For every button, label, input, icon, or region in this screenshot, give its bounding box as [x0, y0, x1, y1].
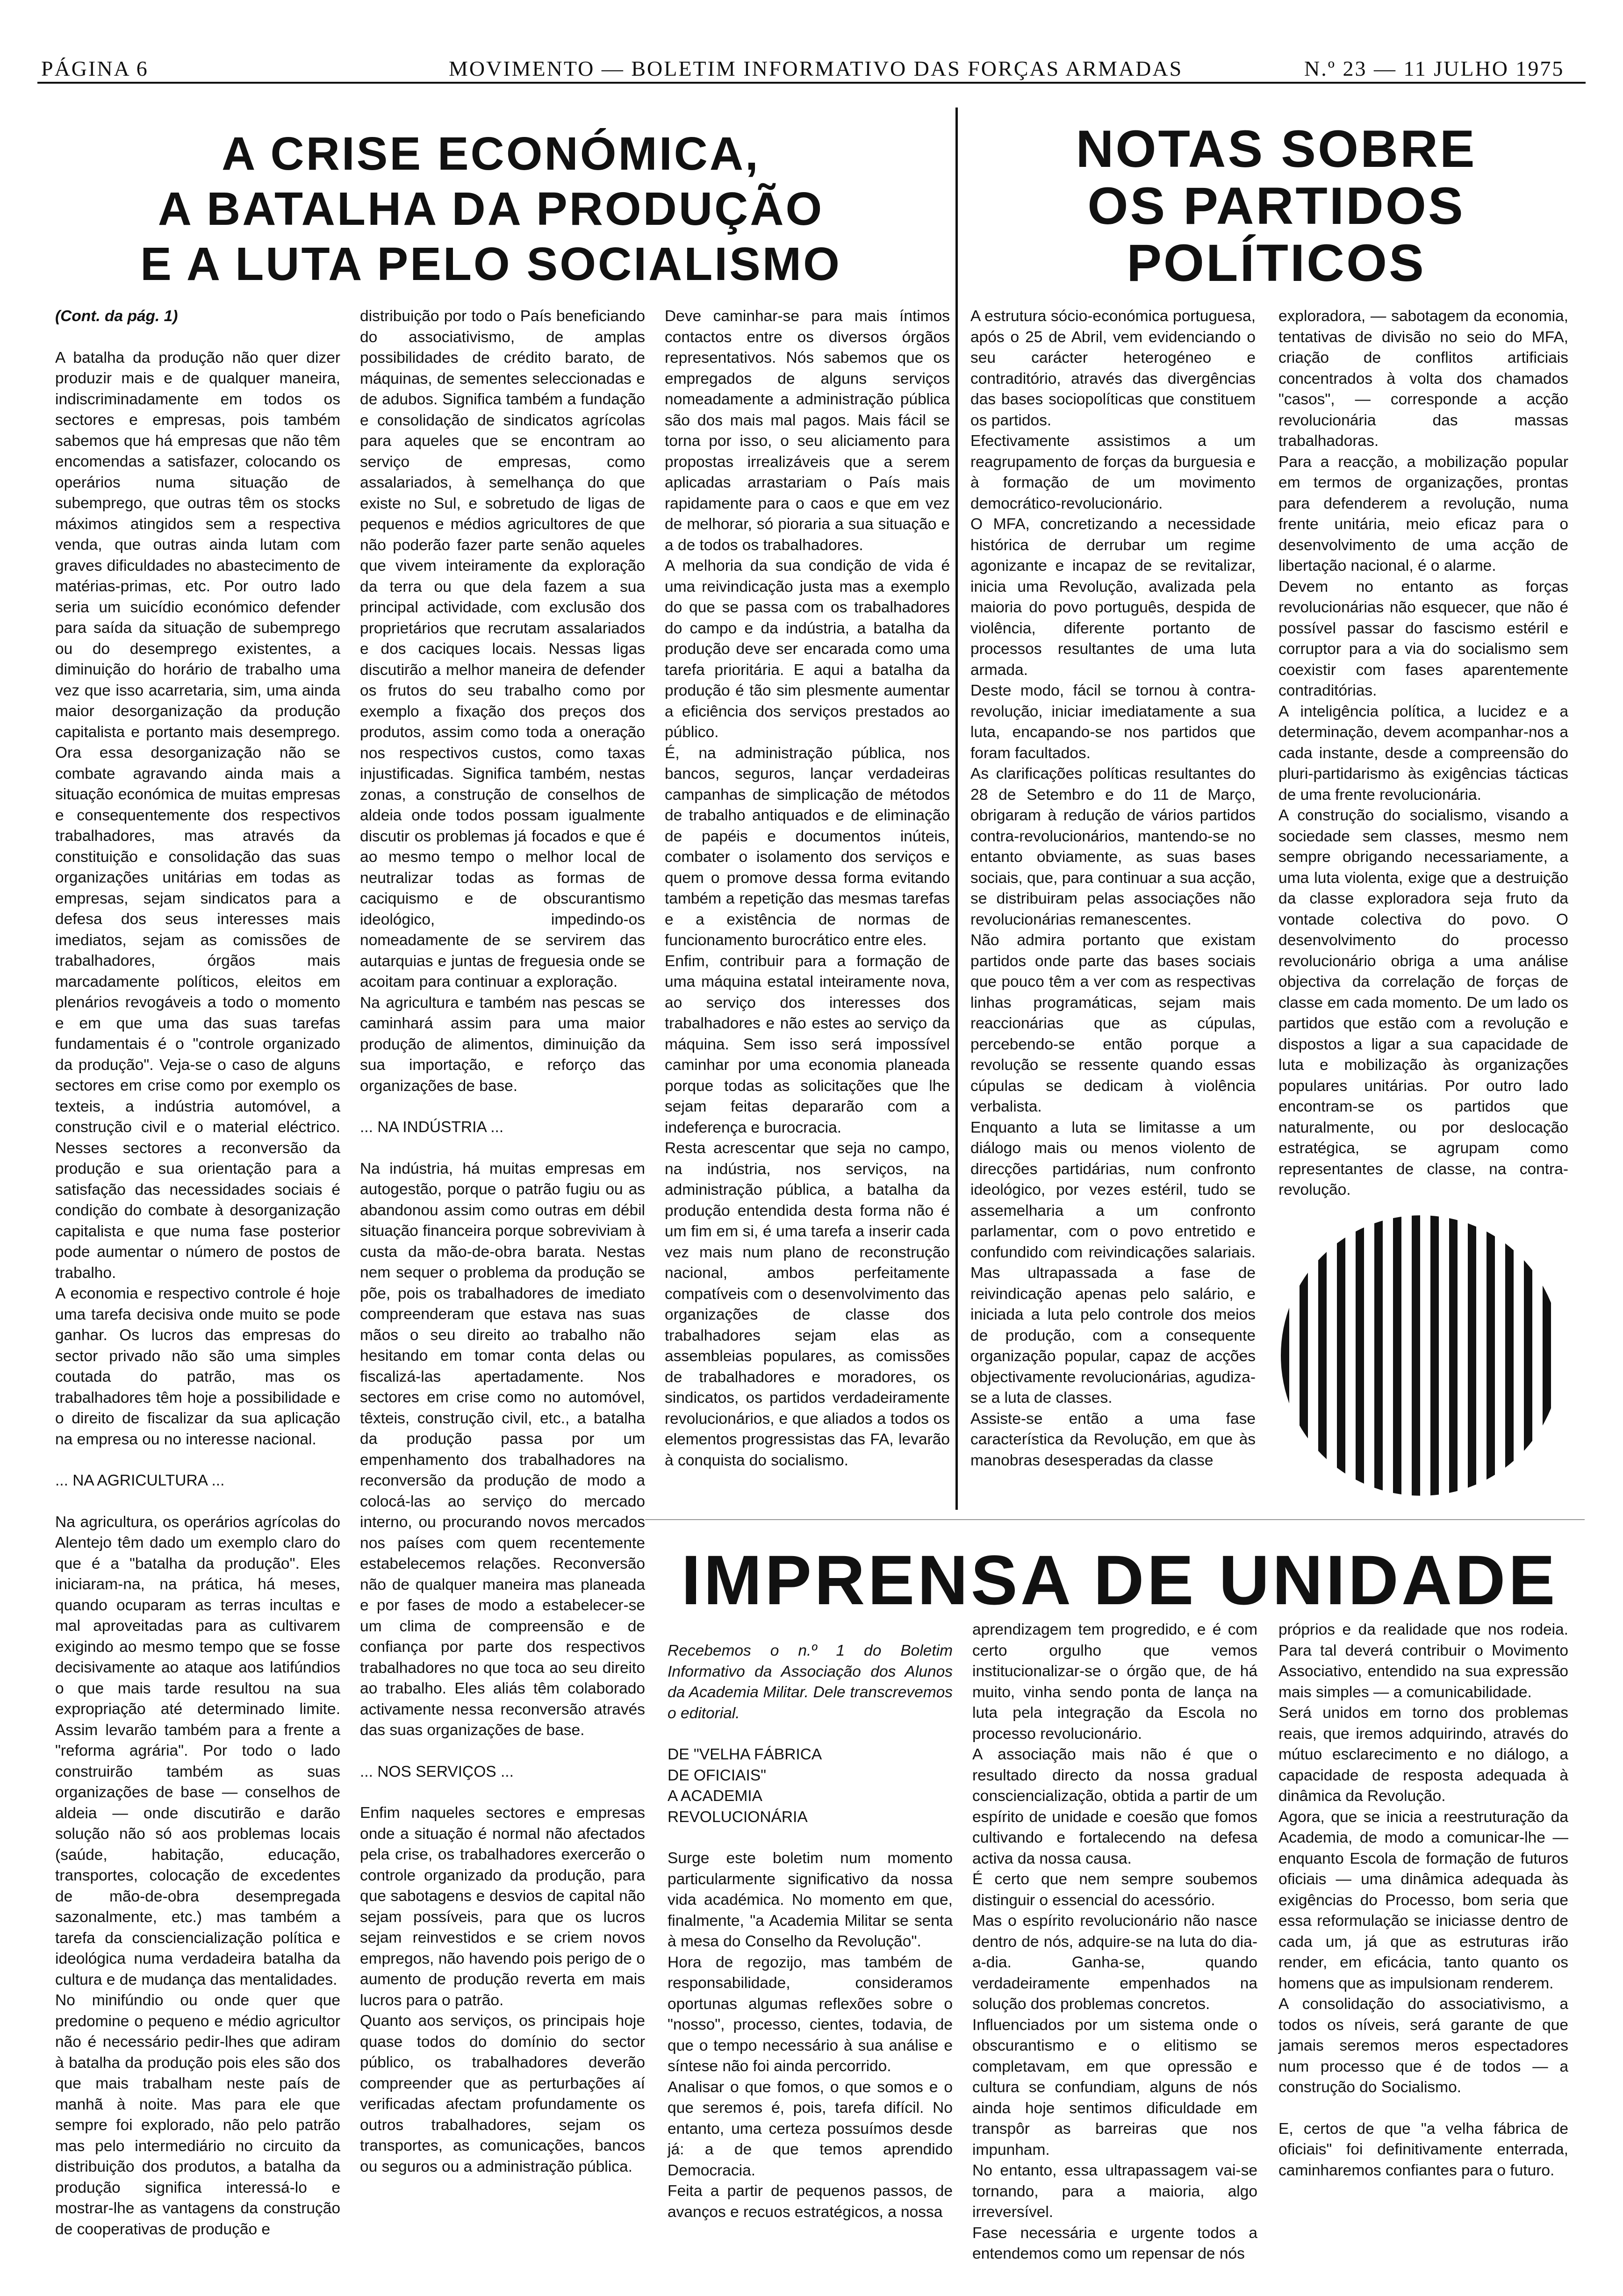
paragraph: A melhoria da sua condição de vida é uma reivindicação justa mas a exemplo do que se passa com os trabalhadores do campo e da indústria, a batalha da produção deve ser encarada como uma tarefa prioritária. E aqui a batalha da produção é tão sim plesmente aumentar a eficiência dos serviços prestados ao público.: [665, 557, 950, 741]
paragraph: A estrutura sócio-económica portuguesa, após o 25 de Abril, vem evidenciando o seu carácter heterogéneo e contraditório, através das divergências das bases sociopolíticas que constituem os partidos.: [970, 308, 1256, 429]
paragraph: Na agricultura e também nas pescas se caminhará assim para uma maior produção de alimentos, diminuição da sua importação, e reforço das organizações de base.: [360, 994, 645, 1095]
subhead-line: DE "VELHA FÁBRICA: [668, 1746, 822, 1763]
paragraph: O MFA, concretizando a necessidade histórica de derrubar um regime agonizante e incapaz de se revitalizar, inicia uma Revolução, avalizada pela maioria do povo português, despida de violência, diferente portanto de processos resultantes de uma luta armada.: [970, 516, 1256, 679]
article3-headline: IMPRENSA DE UNIDADE: [681, 1541, 1558, 1619]
paragraph: Efectivamente assistimos a um reagrupamento de forças da burguesia e à formação de um movimento democrático-revolucionário.: [970, 432, 1256, 512]
article2-headline-line: OS PARTIDOS: [1087, 177, 1465, 235]
subhead-line: A ACADEMIA: [668, 1787, 762, 1805]
paragraph: Para a reacção, a mobilização popular em termos de organizações, prontas para defenderem a revolução, numa frente unitária, meio eficaz para o desenvolvimento de uma acção de libertação nacional, é o alarme.: [1278, 453, 1568, 574]
paragraph: A construção do socialismo, visando a sociedade sem classes, mesmo nem sempre obrigando necessariamente, a uma luta violenta, exige que a destruição da classe exploradora seja fruto da vontade colectiva do povo. O desenvolvimento do processo revolucionário obriga a uma análise objectiva da correlação de forças de classe em cada momento. De um lado os partidos que estão com a revolução e dispostos a ligar a sua capacidade de luta e mobilização às organizações populares unitárias. Por outro lado encontram-se os partidos que naturalmente, ou por deslocação estratégica, se agrupam como representantes de classe, na contra-revolução.: [1278, 807, 1568, 1198]
section-subhead: ... NA INDÚSTRIA ...: [360, 1119, 504, 1136]
paragraph: Na agricultura, os operários agrícolas do Alentejo têm dado um exemplo claro do que é a "batalha da produção". Eles iniciaram-na, na prática, há meses, quando ocuparam as terras incultas e mal aproveitadas para as cultivarem exigindo ao mesmo tempo que se fosse decisivamente ao ataque aos latifúndios o que mais tarde resultou na sua expropriação até determinado limite. Assim levarão também para a frente a "reforma agrária". Por todo o lado construirão também as suas organizações de base — conselhos de aldeia — onde discutirão e darão solução não só aos problemas locais (saúde, habitação, educação, transportes, colocação de excedentes de mão-de-obra desempregada sazonalmente, etc.) mas também a tarefa da consciencialização política e ideológica numa verdadeira batalha da cultura e de mudança das mentalidades.: [55, 1513, 340, 1988]
paragraph: Hora de regozijo, mas também de responsabilidade, consideramos oportunas algumas reflexões sobre o "nosso", processo, cientes, todavia, de que o tempo necessário à sua análise e síntese não foi ainda percorrido.: [668, 1953, 953, 2075]
article2-headline-line: POLÍTICOS: [1127, 234, 1426, 292]
paragraph: Assiste-se então a uma fase característica da Revolução, em que às manobras desesperadas da classe: [970, 1410, 1256, 1469]
article2-column-2: [1278, 306, 1568, 1201]
paragraph: Não admira portanto que existam partidos onde parte das bases sociais que pouco têm a ver com as respectivas linhas programáticas, sejam mais reaccionárias que as cúpulas, percebendo-se então porque a revolução se ressente quando essas cúpulas se dedicam à violência verbalista.: [970, 932, 1256, 1115]
paragraph: Enfim, contribuir para a formação de uma máquina estatal inteiramente nova, ao serviço dos interesses dos trabalhadores e não estes ao serviço da máquina. Sem isso será impossível caminhar por uma economia planeada porque todas as solicitações que lhe sejam feitas depararão com a indeferença e burocracia.: [665, 952, 950, 1136]
article1-headline: [47, 126, 935, 292]
paragraph: Mas o espírito revolucionário não nasce dentro de nós, adquire-se na luta do dia-a-dia. Ganha-se, quando verdadeiramente empenhados na solução dos problemas concretos.: [972, 1912, 1257, 2013]
article1-column-2: [360, 306, 645, 2177]
paragraph: Influenciados por um sistema onde o obscurantismo e o elitismo se completavam, em que opressão e cultura se confundiam, alguns de nós ainda hoje sentimos dificuldade em transpôr as barreiras que nos impunham.: [972, 2016, 1257, 2159]
paragraph: Será unidos em torno dos problemas reais, que iremos adquirindo, através do mútuo esclarecimento e no diálogo, a capacidade de resposta adequada à dinâmica da Revolução.: [1278, 1704, 1568, 1805]
paragraph: Feita a partir de pequenos passos, de avanços e recuos estratégicos, a nossa: [668, 2182, 953, 2221]
article2-headline: [972, 121, 1580, 292]
paragraph: A economia e respectivo controle é hoje uma tarefa decisiva onde muito se pode ganhar. Os lucros das empresas do sector privado não são uma simples coutada do patrão, mas os trabalhadores têm hoje a possibilidade e o direito de fiscalizar da sua aplicação na empresa ou no interesse nacional.: [55, 1285, 340, 1448]
intro-note: Recebemos o n.º 1 do Boletim Informativo da Associação dos Alunos da Academia Militar. Dele transcrevemos o editorial.: [668, 1642, 953, 1722]
striped-circle-illustration: [1281, 1215, 1561, 1496]
article3-subhead: [668, 1744, 953, 1828]
paragraph: Enquanto a luta se limitasse a um diálogo mais ou menos violento de direcções partidárias, num confronto ideológico, por vezes estéril, tudo se assemelharia a um confronto parlamentar, com o povo entretido e confundido com reivindicações salariais. Mas ultrapassada a fase de reivindicação apenas pelo salário, e iniciada a luta pelo controle dos meios de produção, com a consequente organização popular, capaz de acções objectivamente revolucionárias, agudiza-se a luta de classes.: [970, 1119, 1256, 1406]
paragraph: No entanto, essa ultrapassagem vai-se tornando, para a maioria, algo irreversível.: [972, 2162, 1257, 2221]
paragraph: As clarificações políticas resultantes do 28 de Setembro e do 11 de Março, obrigaram à redução de vários partidos contra-revolucionários, mantendo-se no entanto obviamente, as suas bases sociais, que, para continuar a sua acção, se distribuiram pelas associações não revolucionárias remanescentes.: [970, 765, 1256, 928]
column-divider: [955, 108, 958, 1510]
paragraph: exploradora, — sabotagem da economia, tentativas de divisão no seio do MFA, criação de conflitos artificiais concentrados à volta dos chamados "casos", — corresponde a acção revolucionária das massas trabalhadoras.: [1278, 308, 1568, 450]
header-rule: [37, 82, 1586, 84]
paragraph: Enfim naqueles sectores e empresas onde a situação é normal não afectados pela crise, os trabalhadores exercerão o controle organizado da produção, para que sabotagens e desvios de capital não sejam possíveis, para que os lucros sejam reinvestidos e se criem novos empregos, não havendo pois perigo de o aumento de produção reverta em mais lucros para o patrão.: [360, 1804, 645, 2009]
issue-date: N.º 23 — 11 JULHO 1975: [1304, 57, 1565, 80]
article2-headline-line: NOTAS SOBRE: [1076, 120, 1477, 178]
article1-headline-line: A CRISE ECONÓMICA,: [222, 128, 760, 180]
paragraph: aprendizagem tem progredido, e é com certo orgulho que vemos institucionalizar-se o órgão que, de há muito, vinha sendo ponta de lança na luta pela integração da Escola no processo revolucionário.: [972, 1621, 1257, 1743]
continuation-note: (Cont. da pág. 1): [55, 308, 178, 325]
paragraph: É certo que nem sempre soubemos distinguir o essencial do acessório.: [972, 1871, 1257, 1909]
paragraph: Resta acrescentar que seja no campo, na indústria, nos serviços, na administração pública, a batalha da produção entendida desta forma não é um fim em si, é uma tarefa a inserir cada vez mais num plano de reconstrução nacional, ambos perfeitamente compatíveis com o desenvolvimento das organizações de classe dos trabalhadores sejam elas as assembleias populares, as comissões de trabalhadores e moradores, os sindicatos, os partidos verdadeiramente revolucionários, e que aliados a todos os elementos progressistas das FA, levarão à conquista do socialismo.: [665, 1140, 950, 1469]
paragraph: Na indústria, há muitas empresas em autogestão, porque o patrão fugiu ou as abandonou assim como outras em débil situação financeira porque sobreviviam à custa da mão-de-obra barata. Nestas nem sequer o problema da produção se põe, pois os trabalhadores de imediato compreenderam que estava nas suas mãos o seu direito ao trabalho não hesitando em tomar conta delas ou fiscalizá-las apertadamente. Nos sectores em crise como no automóvel, têxteis, construção civil, etc., a batalha da produção passa por um empenhamento dos trabalhadores na reconversão da produção de modo a colocá-las ao serviço do mercado interno, ou procurando novos mercados nos países com quem recentemente estabelecemos relações. Reconversão não de qualquer maneira mas planeada e por fases de modo a estabelecer-se um clima de compreensão e de confiança por parte dos respectivos trabalhadores no que toca ao seu direito ao trabalho. Eles aliás têm colaborado activamente nessa reconversão através das suas organizações de base.: [360, 1160, 645, 1739]
paragraph: É, na administração pública, nos bancos, seguros, lançar verdadeiras campanhas de simplicação de métodos de trabalho antiquados e de eliminação de papéis e documentos inúteis, combater o isolamento dos serviços e quem o promove dessa forma evitando também a repetição das mesmas tarefas e a existência de normas de funcionamento burocrático entre eles.: [665, 744, 950, 949]
article1-headline-line: E A LUTA PELO SOCIALISMO: [140, 238, 841, 290]
article3-column-1: [668, 1641, 953, 2223]
paragraph: A consolidação do associativismo, a todos os níveis, será garante de que jamais seremos meros espectadores num processo que é de todos — a construção do Socialismo.: [1278, 1995, 1568, 2096]
publication-title: MOVIMENTO — BOLETIM INFORMATIVO DAS FORÇAS ARMADAS: [449, 57, 1183, 80]
subhead-line: DE OFICIAIS": [668, 1766, 767, 1784]
paragraph: Agora, que se inicia a reestruturação da Academia, de modo a comunicar-lhe — enquanto Escola de formação de futuros oficiais — uma dinâmica adequada às exigências do Processo, bom seria que essa reformulação se iniciasse dentro de cada um, já que as estruturas irão render, em eficácia, tanto quanto os homens que as impulsionam renderem.: [1278, 1808, 1568, 1992]
section-subhead: ... NA AGRICULTURA ...: [55, 1472, 225, 1489]
paragraph: próprios e da realidade que nos rodeia. Para tal deverá contribuir o Movimento Associativo, entendido na sua expressão mais simples — a comunicabilidade.: [1278, 1621, 1568, 1701]
paragraph: Deste modo, fácil se tornou à contra-revolução, iniciar imediatamente a sua luta, encapando-se nos partidos que foram facultados.: [970, 682, 1256, 762]
paragraph: A associação mais não é que o resultado directo da nossa gradual consciencialização, obtida a partir de um espírito de unidade e coesão que fomos cultivando e fortalecendo na defesa activa da nossa causa.: [972, 1746, 1257, 1867]
paragraph: Devem no entanto as forças revolucionárias não esquecer, que não é possível passar do fascismo estéril e corruptor para a via do socialismo sem coexistir com fases aparentemente contraditórias.: [1278, 578, 1568, 699]
paragraph: distribuição por todo o País beneficiando do associativismo, de amplas possibilidades de crédito barato, de máquinas, de sementes seleccionadas e de adubos. Significa também a fundação e consolidação de sindicatos agrícolas para aqueles que se encontram ao serviço de empresas, como assalariados, à semelhança do que existe no Sul, e sobretudo de ligas de pequenos e médios agricultores de que não poderão fazer parte senão aqueles que vivem inteiramente da exploração da terra ou que dela fazem a sua principal actividade, com exclusão dos proprietários que recrutam assalariados e dos caciques locais. Nessas ligas discutirão a melhor maneira de defender os frutos do seu trabalho como por exemplo a fixação dos preços dos produtos, assim como toda a oneração nos respectivos custos, como taxas injustificadas. Significa também, nestas zonas, a construção de conselhos de aldeia onde todos possam igualmente discutir os problemas já focados e que é ao mesmo tempo o melhor local de neutralizar todas as formas de caciquismo e de obscurantismo ideológico, impedindo-os nomeadamente de se servirem das autarquias e juntas de freguesia onde se acoitam para continuar a exploração.: [360, 308, 645, 990]
paragraph: Analisar o que fomos, o que somos e o que seremos é, pois, tarefa difícil. No entanto, uma certeza possuímos desde já: a de que temos aprendido Democracia.: [668, 2078, 953, 2179]
article2-column-1: [970, 306, 1256, 1471]
paragraph: Fase necessária e urgente todos a entendemos como um repensar de nós: [972, 2224, 1257, 2262]
article1-headline-line: A BATALHA DA PRODUÇÃO: [158, 183, 824, 235]
paragraph: A batalha da produção não quer dizer produzir mais e de qualquer maneira, indiscriminadamente em todos os sectores e empresas, pois também sabemos que há empresas que não têm encomendas a satisfazer, colocando os operários numa situação de subemprego, que outras têm os stocks máximos atingidos sem a respectiva venda, que outras ainda lutam com graves dificuldades no abastecimento de matérias-primas, etc. Por outro lado seria um suicídio económico defender para saída da situação de subemprego ou do desemprego existentes, a diminuição do horário de trabalho uma vez que isso acarretaria, sim, uma ainda maior desorganização da produção capitalista e portanto mais desemprego. Ora essa desorganização não se combate agravando ainda mais a situação económica de muitas empresas e consequentemente dos respectivos trabalhadores, mas através da constituição e consolidação das suas organizações unitárias em todas as empresas, sejam sindicatos para a defesa dos seus interesses mais imediatos, sejam as comissões de trabalhadores, órgãos mais marcadamente políticos, eleitos em plenários revogáveis a todo o momento e em que uma das suas tarefas fundamentais é o "controle organizado da produção". Veja-se o caso de alguns sectores em crise como por exemplo os texteis, a indústria automóvel, a construção civil e o material eléctrico. Nesses sectores a reconversão da produção e sua orientação para a satisfação das necessidades sociais é condição do combate à desorganização capitalista e que numa fase posterior pode aumentar o número de postos de trabalho.: [55, 349, 340, 1282]
paragraph: No minifúndio ou onde quer que predomine o pequeno e médio agricultor não é necessário pedir-lhes que adiram à batalha da produção pois eles são dos que mais trabalham neste país de manhã à noite. Mas para ele que sempre foi explorado, não pelo patrão mas pelo intermediário no circuito da distribuição dos produtos, a batalha da produção significa interessá-lo e mostrar-lhe as vantagens da construção de cooperativas de produção e: [55, 1992, 340, 2238]
page-number: PÁGINA 6: [41, 57, 149, 80]
paragraph: E, certos de que "a velha fábrica de oficiais" foi definitivamente enterrada, caminharemos confiantes para o futuro.: [1278, 2120, 1568, 2179]
section-subhead: ... NOS SERVIÇOS ...: [360, 1763, 514, 1780]
article3-column-3: [1278, 1620, 1568, 2181]
subhead-line: REVOLUCIONÁRIA: [668, 1808, 808, 1826]
paragraph: A inteligência política, a lucidez e a determinação, devem acompanhar-nos a cada instante, desde a compreensão do pluri-partidarismo às exigências tácticas de uma frente revolucionária.: [1278, 703, 1568, 804]
article3-column-2: [972, 1620, 1257, 2265]
paragraph: Deve caminhar-se para mais íntimos contactos entre os diversos órgãos representativos. Nós sabemos que os empregados de alguns serviços nomeadamente a administração pública são dos mais mal pagos. Mais fácil se torna por isso, o seu aliciamento para propostas irrealizáveis que a serem aplicadas arrastariam o País mais rapidamente para o caos e que em vez de melhorar, só pioraria a sua situação e a de todos os trabalhadores.: [665, 308, 950, 554]
article1-column-1: [55, 306, 340, 2240]
article1-column-3: [665, 306, 950, 1471]
paragraph: Surge este boletim num momento particularmente significativo da nossa vida académica. No momento em que, finalmente, "a Academia Militar se senta à mesa do Conselho da Revolução".: [668, 1850, 953, 1950]
paragraph: Quanto aos serviços, os principais hoje quase todos do domínio do sector público, os trabalhadores deverão compreender que as perturbações aí verificadas afectam profundamente os outros trabalhadores, sejam os transportes, as comunicações, bancos ou seguros ou a administração pública.: [360, 2012, 645, 2175]
section-rule: [645, 1519, 1585, 1520]
